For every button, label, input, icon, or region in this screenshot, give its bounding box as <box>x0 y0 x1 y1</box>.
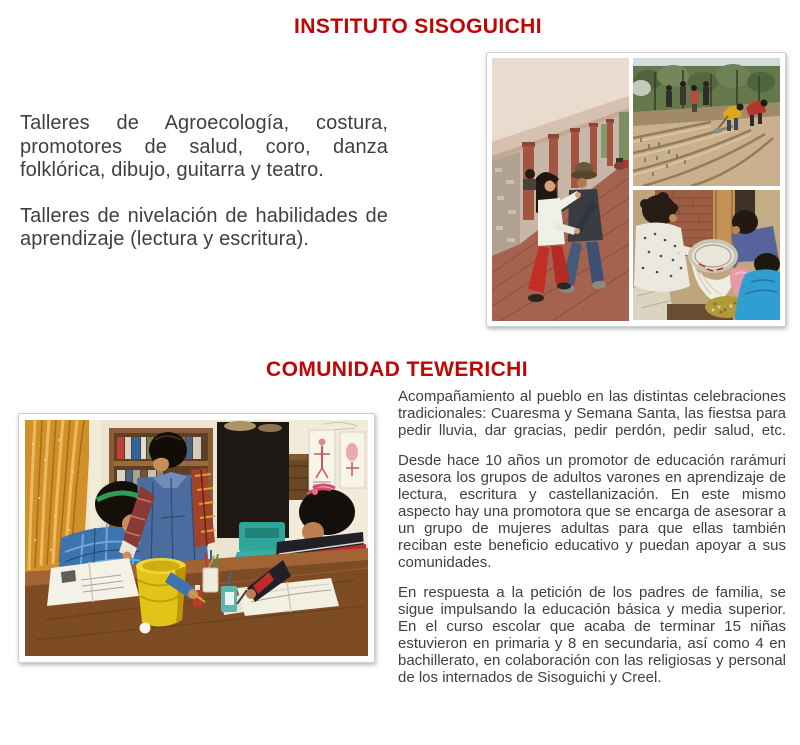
comunidad-paragraph-2: Desde hace 10 años un promotor de educación rarámuri asesora los grupos de adultos varones en aprendizaje de lectura, escritura y castellanización. En este mismo aspecto hay una promotora que se encarga de asesorar a un grupo de mujeres adultas para que ellas también reciban este beneficio educativo y puedan apoyar a sus comunidades. <box>398 452 786 571</box>
comunidad-paragraph-1: Acompañamiento al pueblo en las distintas celebraciones tradicionales: Cuaresma y Semana Santa, las fiestsa para pedir lluvia, dar gracias, pedir perdón, pedir salud, etc. <box>398 388 786 439</box>
field-photo-graphic <box>633 58 780 186</box>
field-photo <box>633 58 780 186</box>
instituto-text-block <box>20 112 388 252</box>
wall-poster-2 <box>340 432 365 488</box>
section-title-comunidad: COMUNIDAD TEWERICHI <box>266 358 528 381</box>
dance-photo <box>492 58 629 321</box>
instituto-photo-collage <box>486 52 786 327</box>
section-title-instituto: INSTITUTO SISOGUICHI <box>294 15 542 38</box>
dance-photo-graphic <box>492 58 629 321</box>
comunidad-text-block <box>398 388 786 686</box>
craft-photo <box>633 190 780 320</box>
dark-doorway <box>217 421 289 538</box>
instituto-paragraph-2: Talleres de nivelación de habilidades de aprendizaje (lectura y escritura). <box>20 204 388 250</box>
craft-photo-graphic <box>633 190 780 320</box>
instituto-paragraph-1: Talleres de Agroecología, costura, promotores de salud, coro, danza folklórica, dibujo, guitarra y teatro. <box>20 112 388 181</box>
study-photo-graphic <box>25 420 368 656</box>
comunidad-paragraph-3: En respuesta a la petición de los padres de familia, se sigue impulsando la educación básica y media superior. En el curso escolar que acaba de terminar 15 niñas estuvieron en primaria y 8 en secundaria, así como 4 en bachillerato, en colaboración con las religiosas y personal de los internados de Sisoguichi y Creel. <box>398 584 786 686</box>
comunidad-photo <box>18 413 375 663</box>
wall-poster-1 <box>309 430 335 490</box>
yellow-bucket <box>136 558 186 627</box>
